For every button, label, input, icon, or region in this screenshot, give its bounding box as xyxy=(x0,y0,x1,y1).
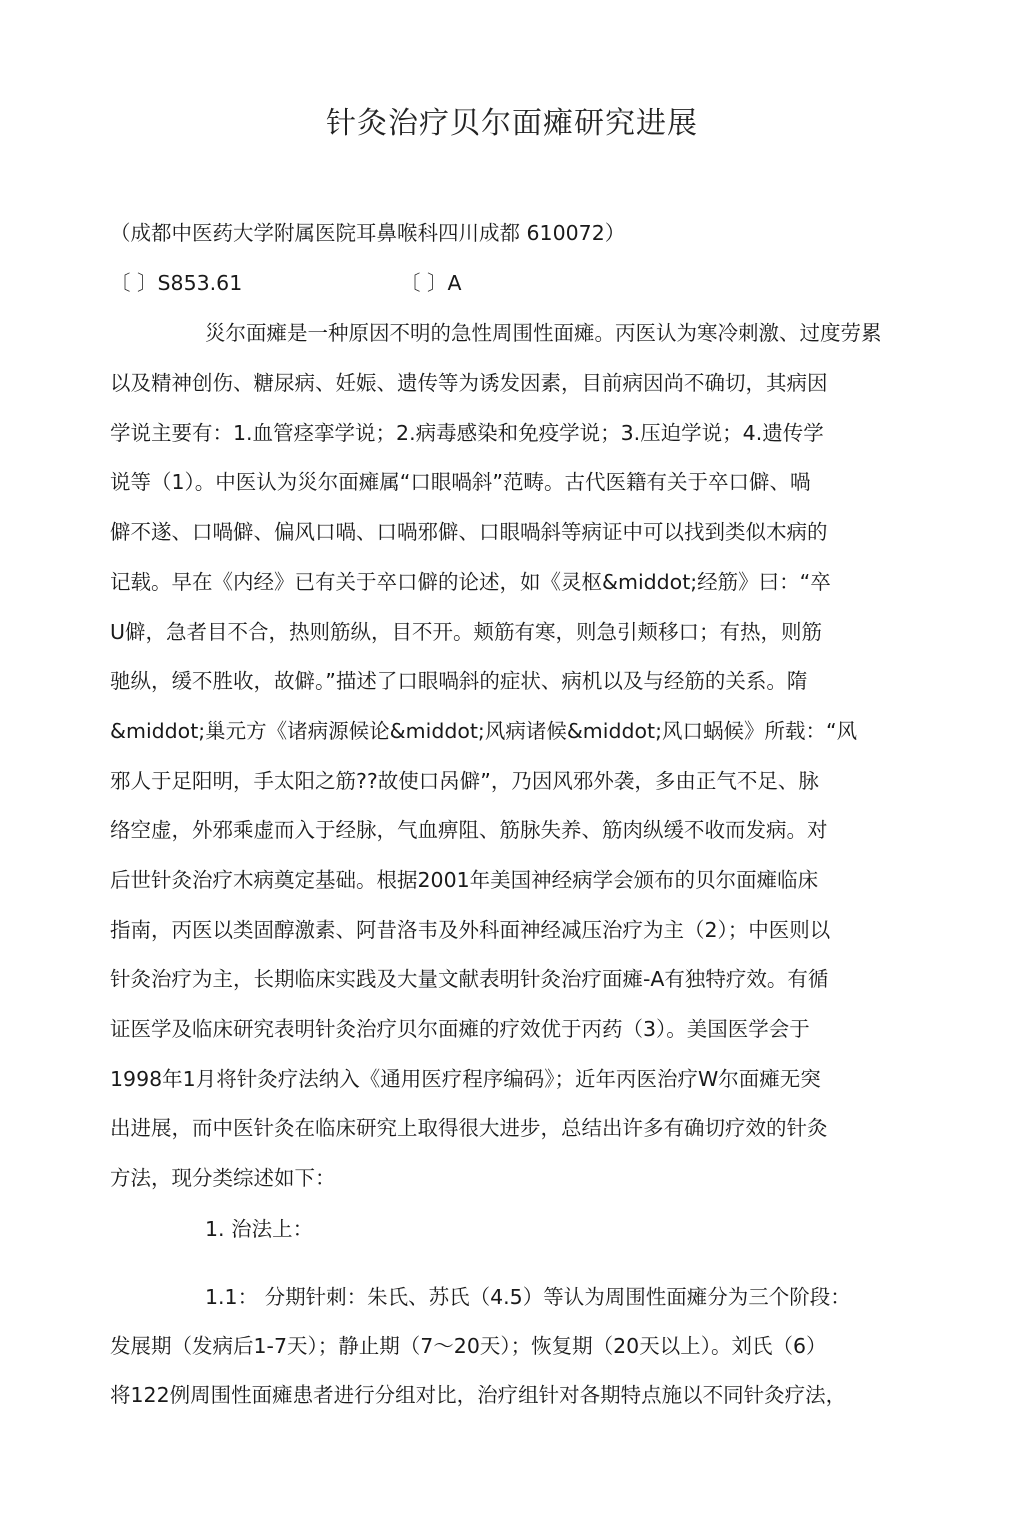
paragraph-line: &middot;巢元方《诸病源候论&middot;风病诸候&middot;风口蜗候》所载：“风 xyxy=(110,719,858,743)
paragraph-line: 方法，现分类综述如下： xyxy=(110,1166,336,1190)
paragraph-line: 指南，丙医以类固醇激素、阿昔洛韦及外科面神经减压治疗为主（2）；中医则以 xyxy=(110,918,831,942)
subsection-line: 发展期（发病后1-7天）；静止期（7～20天）；恢复期（20天以上）。刘氏（6） xyxy=(110,1334,827,1358)
section-heading: 1. 治法上： xyxy=(205,1217,314,1241)
paragraph-line: 证医学及临床研究表明针灸治疗贝尔面瘫的疗效优于丙药（3）。美国医学会于 xyxy=(110,1017,810,1041)
paragraph-line: 僻不遂、口喎僻、偏风口喎、口喎邪僻、口眼喎斜等病证中可以找到类似木病的 xyxy=(110,520,828,544)
paragraph-line: 记载。早在《内经》已有关于卒口僻的论述，如《灵枢&middot;经筋》曰：“卒 xyxy=(110,570,831,594)
paragraph-line: U僻，急者目不合，热则筋纵，目不开。颊筋有寒，则急引颊移口；有热，则筋 xyxy=(110,620,823,644)
paragraph-line: 出进展，而中医针灸在临床研究上取得很大进步，总结出许多有确切疗效的针灸 xyxy=(110,1116,828,1140)
paragraph-line: 学说主要有：1.血管痉挛学说；2.病毒感染和免疫学说；3.压迫学说；4.遗传学 xyxy=(110,421,824,445)
subsection-line: 将122例周围性面瘫患者进行分组对比，治疗组针对各期特点施以不同针灸疗法， xyxy=(110,1383,847,1407)
paragraph-line: 以及精神创伤、糖尿病、妊娠、遗传等为诱发因素，目前病因尚不确切，其病因 xyxy=(110,371,828,395)
classification-code: 〔 〕S853.61 xyxy=(110,271,243,295)
paragraph-line: 后世针灸治疗木病奠定基础。根据2001年美国神经病学会颁布的贝尔面瘫临床 xyxy=(110,868,819,892)
document-title: 针灸治疗贝尔面瘫研究进展 xyxy=(326,106,698,141)
document-code: 〔 〕A xyxy=(400,271,462,295)
paragraph-line: 络空虚，外邪乘虚而入于经脉，气血痹阻、筋脉失养、筋肉纵缓不收而发病。对 xyxy=(110,818,828,842)
author-affiliation: （成都中医药大学附属医院耳鼻喉科四川成都 610072） xyxy=(110,221,626,245)
paragraph-line: 说等（1）。中医认为災尔面瘫属“口眼喎斜”范畴。古代医籍有关于卒口僻、喎 xyxy=(110,470,811,494)
paragraph-line: 驰纵，缓不胜收，故僻。”描述了口眼喎斜的症状、病机以及与经筋的关系。隋 xyxy=(110,669,808,693)
subsection-line: 1.1： 分期针刺：朱氏、苏氏（4.5）等认为周围性面瘫分为三个阶段： xyxy=(205,1285,851,1309)
paragraph-line: 1998年1月将针灸疗法纳入《通用医疗程序编码》；近年丙医治疗W尔面瘫无突 xyxy=(110,1067,821,1091)
paragraph-line: 针灸治疗为主，长期临床实践及大量文献表明针灸治疗面瘫-A有独特疗效。有循 xyxy=(110,967,829,991)
paragraph-line: 邪人于足阳明，手太阳之筋??故使口呙僻”，乃因风邪外袭，多由正气不足、脉 xyxy=(110,769,819,793)
paragraph-line: 災尔面瘫是一种原因不明的急性周围性面瘫。丙医认为寒冷刺激、过度劳累 xyxy=(205,321,882,345)
